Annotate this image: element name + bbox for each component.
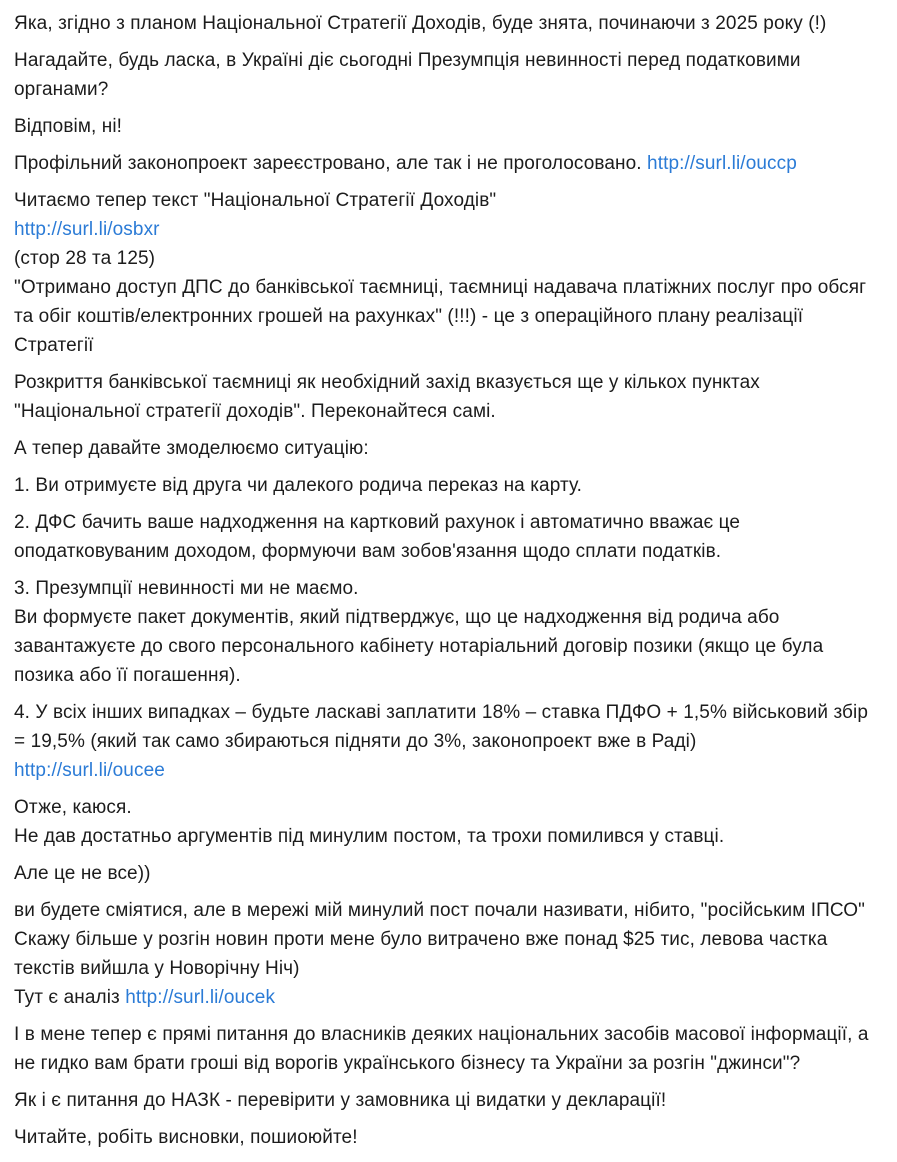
text-run: І в мене тепер є прямі питання до власників деяких національних засобів масової інформації, а не гидко вам брати гроші від ворогів українського бізнесу та України за розгін "джинси"? xyxy=(14,1024,869,1074)
text-run: "Отримано доступ ДПС до банківської таємниці, таємниці надавача платіжних послуг про обсяг та обіг коштів/електронних грошей на рахунках" (!!!) - це з операційного плану реалізації Стратегії xyxy=(14,277,867,356)
text-run: Не дав достатньо аргументів під минулим постом, та трохи помилився у ставці. xyxy=(14,826,725,847)
paragraph xyxy=(14,186,881,360)
paragraph xyxy=(14,434,881,463)
text-run: Ви формуєте пакет документів, який підтверджує, що це надходження від родича або завантажуєте до свого персонального кабінету нотаріальний договір позики (якщо це була позика або її погашення). xyxy=(14,607,824,686)
text-run: Отже, каюся. xyxy=(14,797,132,818)
text-run: ви будете сміятися, але в мережі мій минулий пост почали називати, нібито, "російським ІПСО" xyxy=(14,900,866,921)
text-run: Нагадайте, будь ласка, в Україні діє сьогодні Презумпція невинності перед податковими органами? xyxy=(14,50,801,100)
paragraph xyxy=(14,112,881,141)
text-run: Як і є питання до НАЗК - перевірити у замовника ці видатки у декларації! xyxy=(14,1090,667,1111)
text-run: Яка, згідно з планом Національної Стратегії Доходів, буде знята, починаючи з 2025 року (!) xyxy=(14,13,827,34)
paragraph xyxy=(14,46,881,104)
text-run: (стор 28 та 125) xyxy=(14,248,156,269)
text-run: Профільний законопроект зареєстровано, але так і не проголосовано. xyxy=(14,153,648,174)
text-run: А тепер давайте змоделюємо ситуацію: xyxy=(14,438,369,459)
paragraph xyxy=(14,1020,881,1078)
hyperlink[interactable]: http://surl.li/ouccp xyxy=(647,153,797,174)
text-run: Відповім, ні! xyxy=(14,116,123,137)
paragraph xyxy=(14,1086,881,1115)
text-run: 4. У всіх інших випадках – будьте ласкаві заплатити 18% – ставка ПДФО + 1,5% військовий збір = 19,5% (який так само збираються підняти до 3%, законопроект вже в Раді) xyxy=(14,702,869,752)
hyperlink[interactable]: http://surl.li/oucek xyxy=(125,987,276,1008)
paragraph xyxy=(14,9,881,38)
text-run: Розкриття банківської таємниці як необхідний захід вказується ще у кількох пунктах "Національної стратегії доходів". Переконайтеся самі. xyxy=(14,372,760,422)
text-run: 1. Ви отримуєте від друга чи далекого родича переказ на карту. xyxy=(14,475,583,496)
paragraph xyxy=(14,793,881,851)
paragraph xyxy=(14,574,881,690)
text-run: Але це не все)) xyxy=(14,863,151,884)
hyperlink[interactable]: http://surl.li/osbxr xyxy=(14,219,160,240)
paragraph xyxy=(14,149,881,178)
paragraph xyxy=(14,368,881,426)
text-run: 2. ДФС бачить ваше надходження на картковий рахунок і автоматично вважає це оподатковуваним доходом, формуючи вам зобов'язання щодо сплати податків. xyxy=(14,512,741,562)
paragraph xyxy=(14,896,881,1012)
paragraph xyxy=(14,508,881,566)
text-run: Читаємо тепер текст "Національної Стратегії Доходів" xyxy=(14,190,497,211)
text-run: Читайте, робіть висновки, пошиоюйте! xyxy=(14,1127,358,1148)
text-run: Тут є аналіз xyxy=(14,987,126,1008)
paragraph xyxy=(14,1123,881,1152)
text-run: 3. Презумпції невинності ми не маємо. xyxy=(14,578,359,599)
text-run: Скажу більше у розгін новин проти мене було витрачено вже понад $25 тис, левова частка текстів вийшла у Новорічну Ніч) xyxy=(14,929,828,979)
hyperlink[interactable]: http://surl.li/oucee xyxy=(14,760,165,781)
paragraph xyxy=(14,698,881,785)
paragraph xyxy=(14,471,881,500)
paragraph xyxy=(14,859,881,888)
